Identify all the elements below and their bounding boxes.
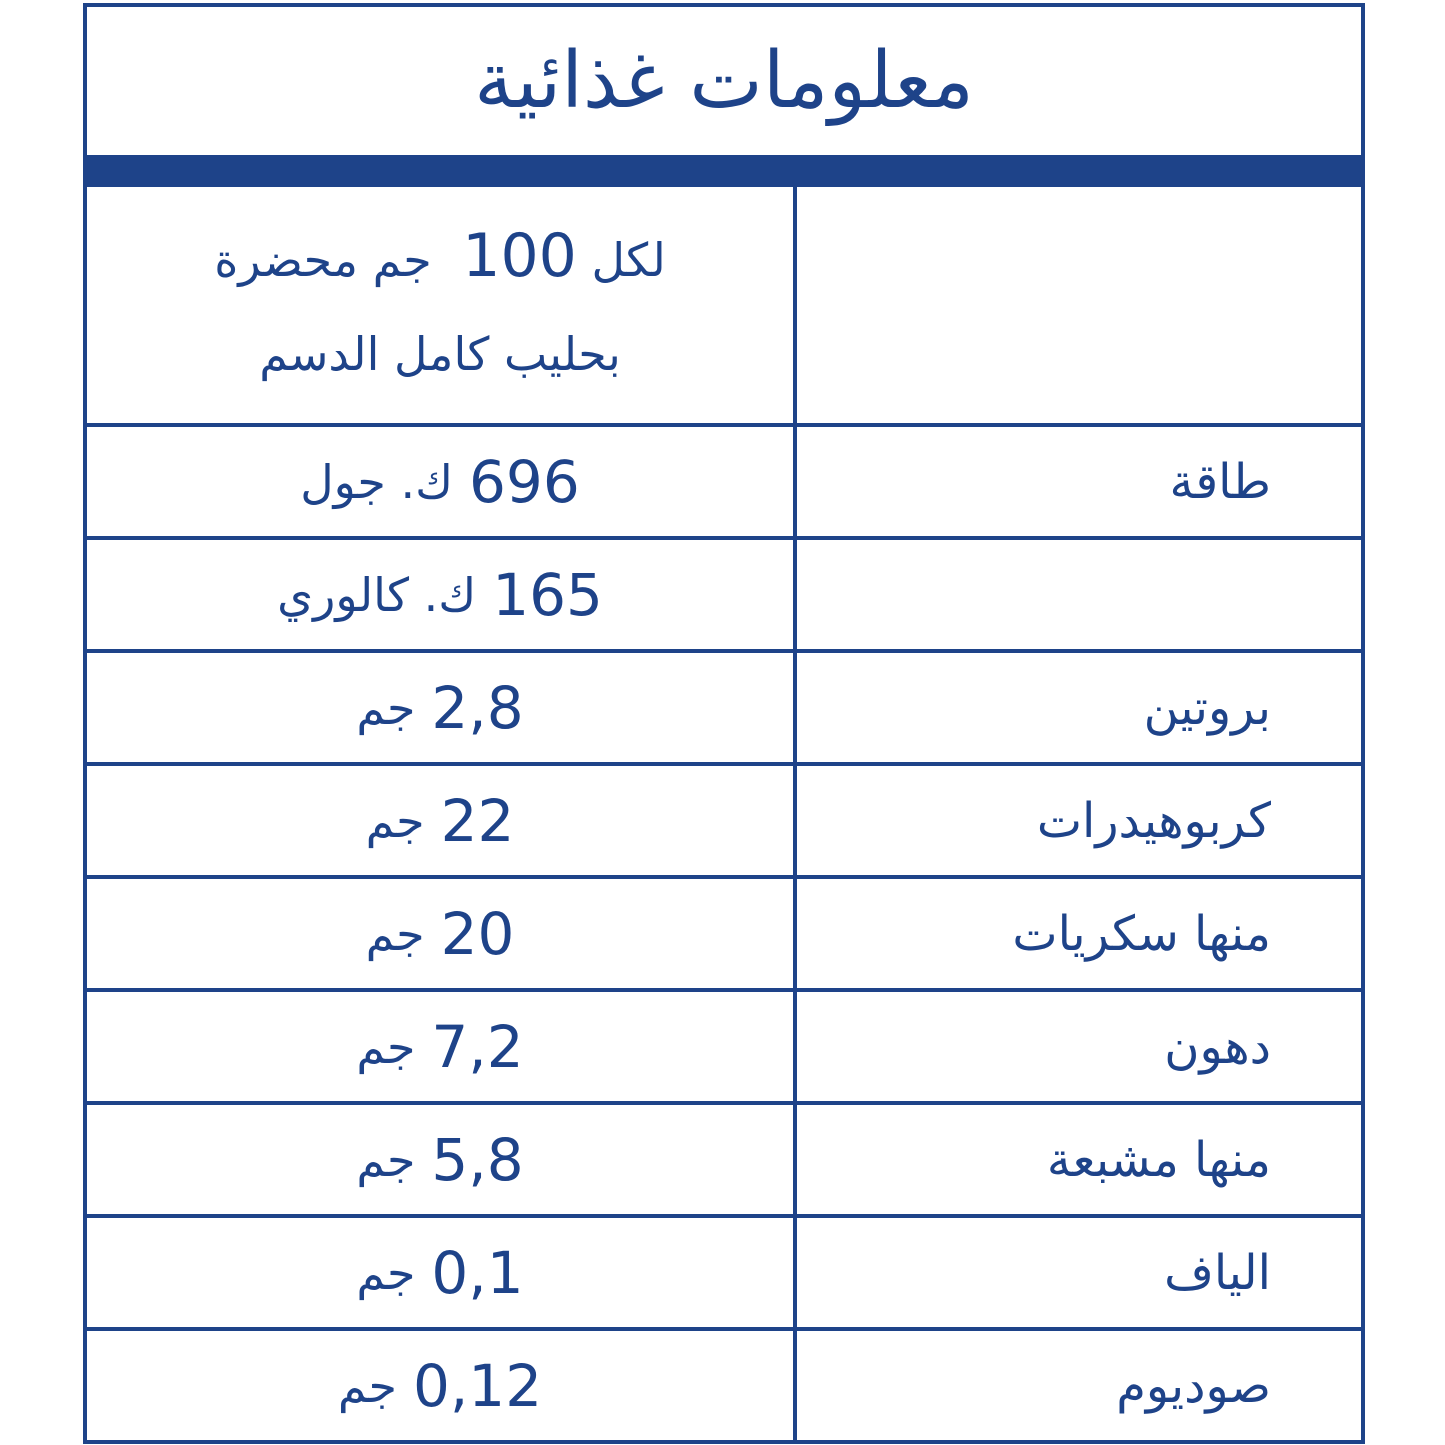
nutrient-value	[87, 427, 793, 536]
nutrient-unit: جم	[356, 1019, 416, 1074]
nutrient-label: دهون	[1164, 1018, 1271, 1075]
nutrient-value	[87, 540, 793, 649]
nutrient-label: الياف	[1164, 1244, 1271, 1301]
nutrient-row	[87, 649, 1361, 762]
nutrient-amount: 2,8	[431, 673, 524, 742]
nutrient-amount: 5,8	[431, 1125, 524, 1194]
serving-amount: 100	[462, 221, 577, 291]
nutrient-label	[793, 540, 1361, 649]
nutrient-label: طاقة	[1169, 453, 1271, 510]
nutrient-row	[87, 1101, 1361, 1214]
nutrient-row	[87, 988, 1361, 1101]
nutrient-row	[87, 1327, 1361, 1440]
nutrient-row	[87, 762, 1361, 875]
nutrient-amount: 7,2	[431, 1012, 524, 1081]
nutrient-unit: جم	[365, 793, 425, 848]
nutrient-unit: جم	[365, 906, 425, 961]
nutrient-row	[87, 536, 1361, 649]
nutrient-row	[87, 1214, 1361, 1327]
title-divider-bar	[87, 155, 1361, 187]
serving-basis	[87, 187, 793, 423]
header-row	[87, 187, 1361, 423]
nutrient-value	[87, 1218, 793, 1327]
nutrient-value	[87, 653, 793, 762]
nutrient-label: منها سكريات	[1012, 905, 1271, 962]
nutrient-amount: 0,1	[431, 1238, 524, 1307]
nutrient-unit: جم	[337, 1358, 397, 1413]
nutrient-amount: 0,12	[412, 1351, 543, 1420]
nutrient-value	[87, 766, 793, 875]
header-label-cell	[793, 187, 1361, 423]
nutrient-unit: جم	[356, 1245, 416, 1300]
panel-title: معلومات غذائية	[474, 36, 974, 126]
nutrient-amount: 165	[492, 560, 603, 629]
nutrient-amount: 22	[440, 786, 515, 855]
nutrient-label: صوديوم	[1116, 1357, 1271, 1414]
nutrient-unit: ك. كالوري	[277, 567, 477, 622]
nutrient-amount: 20	[440, 899, 515, 968]
nutrient-value	[87, 1331, 793, 1440]
nutrient-label: منها مشبعة	[1046, 1131, 1271, 1188]
nutrient-unit: جم	[356, 1132, 416, 1187]
nutrient-unit: جم	[356, 680, 416, 735]
nutrient-unit: ك. جول	[300, 454, 454, 509]
nutrient-value	[87, 992, 793, 1101]
nutrient-value	[87, 1105, 793, 1214]
nutrition-facts-panel	[83, 3, 1365, 1444]
serving-basis-line2: بحليب كامل الدسم	[259, 327, 621, 381]
serving-suffix: جم محضرة	[214, 233, 432, 287]
nutrient-row	[87, 875, 1361, 988]
nutrient-row	[87, 423, 1361, 536]
serving-prefix: لكل	[591, 233, 666, 287]
nutrient-label: كربوهيدرات	[1036, 792, 1271, 849]
nutrient-label: بروتين	[1143, 679, 1271, 736]
nutrient-amount: 696	[469, 447, 580, 516]
nutrient-value	[87, 879, 793, 988]
serving-basis-line1	[214, 209, 665, 307]
